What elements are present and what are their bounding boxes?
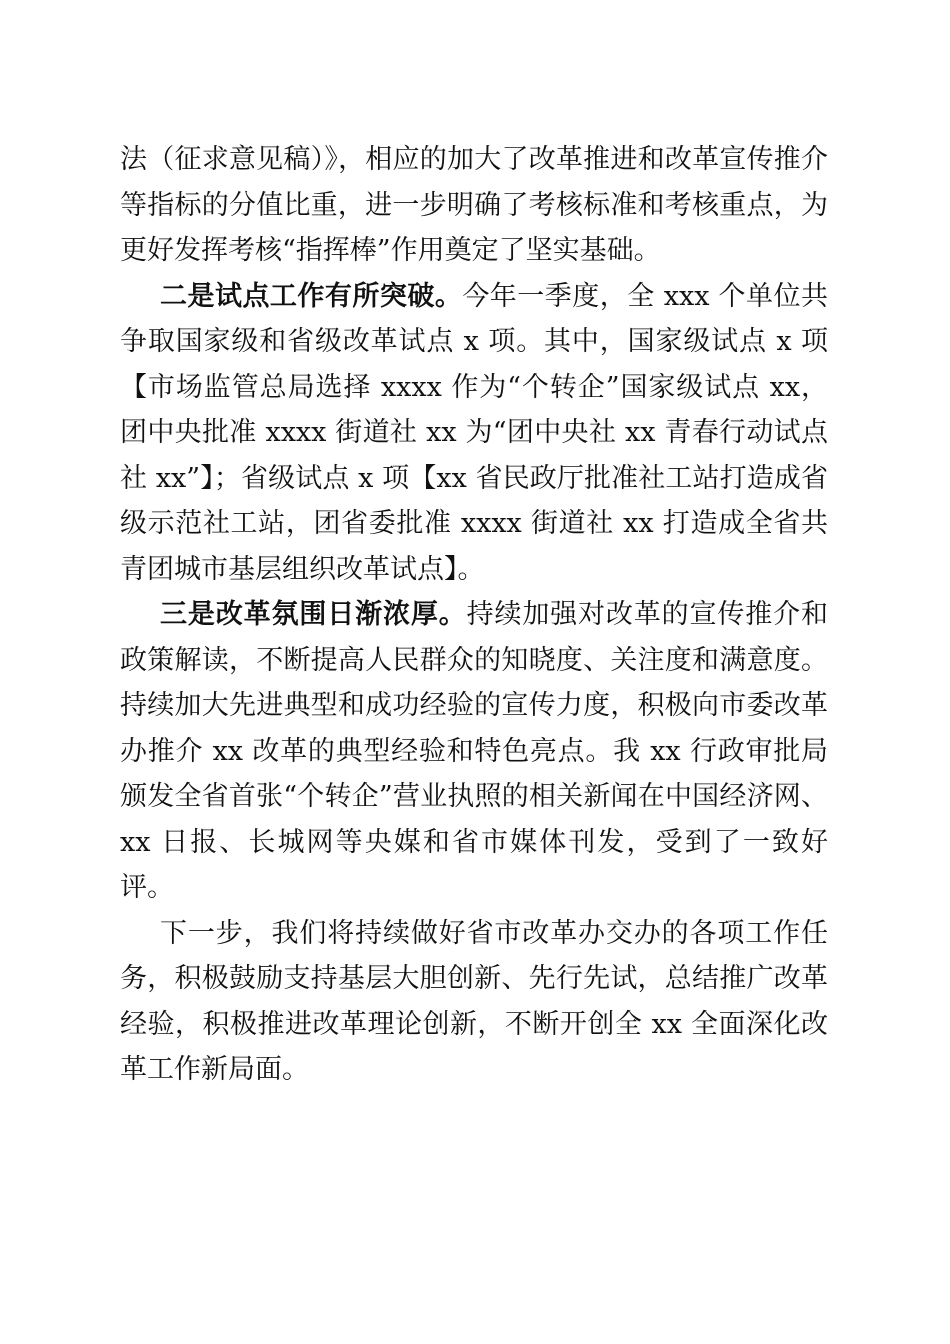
paragraph-reform-atmosphere (120, 592, 828, 911)
paragraph-text: 下一步，我们将持续做好省市改革办交办的各项工作任务，积极鼓励支持基层大胆创新、先行先试，总结推广改革经验，积极推进改革理论创新，不断开创全 xx 全面深化改革工作新局面。 (120, 917, 828, 1085)
paragraph-lead: 三是改革氛围日渐浓厚。 (160, 599, 467, 630)
paragraph-next-steps (120, 911, 828, 1093)
paragraph-continuation (120, 137, 828, 274)
paragraph-text: 持续加强对改革的宣传推介和政策解读，不断提高人民群众的知晓度、关注度和满意度。持续加大先进典型和成功经验的宣传力度，积极向市委改革办推介 xx 改革的典型经验和特色亮点。我 xx 行政审批局颁发全省首张“个转企”营业执照的相关新闻在中国经济网、xx 日报、长城网等央媒和省市媒体刊发，受到了一致好评。 (120, 599, 829, 903)
paragraph-pilot-breakthrough (120, 274, 828, 593)
paragraph-lead: 二是试点工作有所突破。 (160, 280, 463, 312)
paragraph-text: 法（征求意见稿）》，相应的加大了改革推进和改革宣传推介等指标的分值比重，进一步明确了考核标准和考核重点，为更好发挥考核“指挥棒”作用奠定了坚实基础。 (120, 144, 828, 266)
document-body (120, 137, 828, 1093)
paragraph-text: 今年一季度，全 xxx 个单位共争取国家级和省级改革试点 x 项。其中，国家级试点 x 项【市场监管总局选择 xxxx 作为“个转企”国家级试点 xx，团中央批准 xxxx 街道社 xx 为“团中央社 xx 青春行动试点社 xx”】；省级试点 x 项【xx 省民政厅批准社工站打造成省级示范社工站，团省委批准 xxxx 街道社 xx 打造成全省共青团城市基层组织改革试点】。 (120, 280, 828, 585)
